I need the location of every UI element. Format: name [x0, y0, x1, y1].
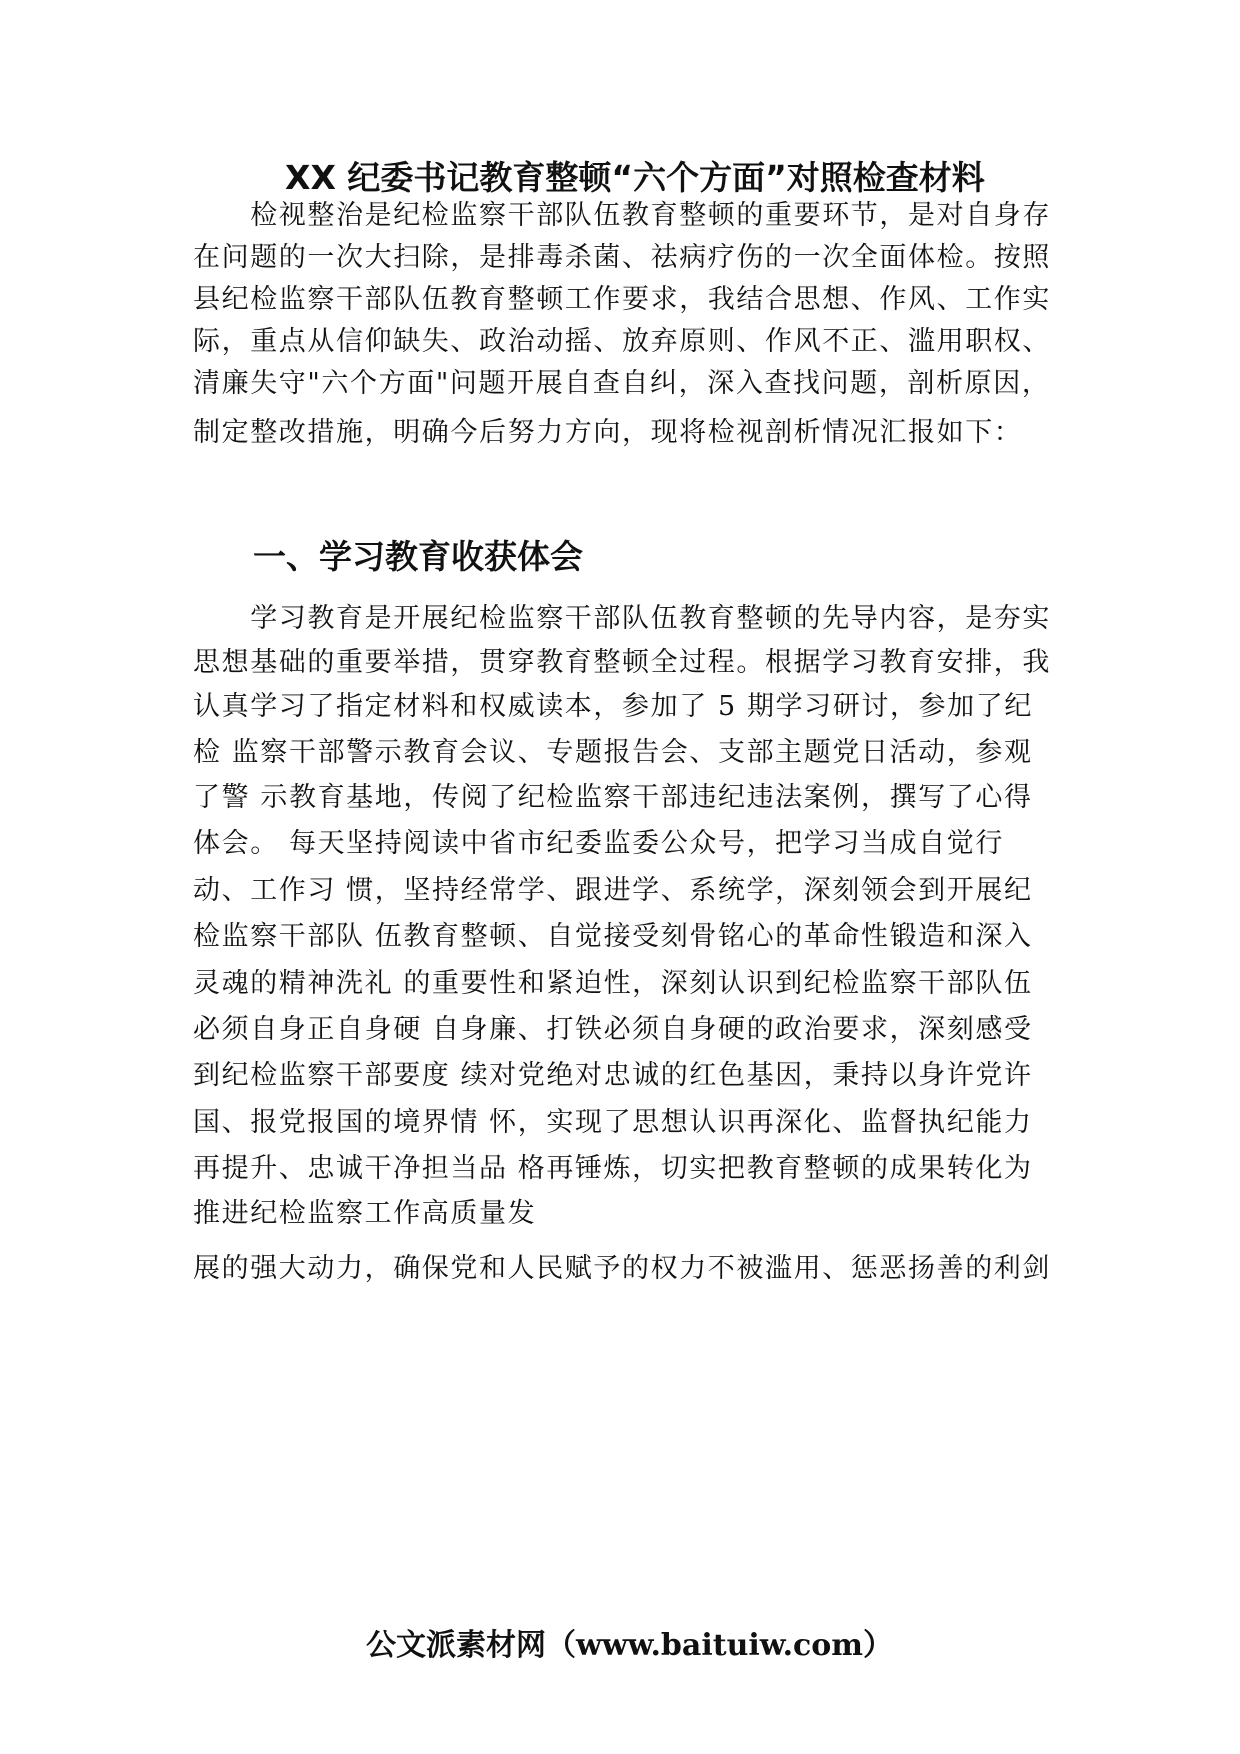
text-line: 动、工作习 惯，坚持经常学、跟进学、系统学，深刻领会到开展纪 — [193, 875, 1033, 906]
text-line: 国、报党报国的境界情 怀，实现了思想认识再深化、监督执纪能力 — [193, 1107, 1033, 1138]
text-line: 体会。 每天坚持阅读中省市纪委监委公众号，把学习当成自觉行 — [193, 828, 1004, 859]
text-line: 再提升、忠诚干净担当品 格再锤炼，切实把教育整顿的成果转化为 — [193, 1153, 1033, 1184]
text-line: 展的强大动力，确保党和人民赋予的权力不被滥用、惩恶扬善的利剑 — [193, 1253, 1051, 1284]
text-line: 在问题的一次大扫除，是排毒杀菌、祛病疗伤的一次全面体检。按照 — [193, 242, 1051, 273]
document-title: XX 纪委书记教育整顿“六个方面”对照检查材料 — [285, 158, 985, 197]
text-line: 制定整改措施，明确今后努力方向，现将检视剖析情况汇报如下： — [193, 417, 1023, 448]
text-line: 县纪检监察干部队伍教育整顿工作要求，我结合思想、作风、工作实 — [193, 284, 1051, 315]
text-line: 必须自身正自身硬 自身廉、打铁必须自身硬的政治要求，深刻感受 — [193, 1014, 1033, 1045]
text-line: 检视整治是纪检监察干部队伍教育整顿的重要环节，是对自身存 — [193, 200, 1051, 231]
text-line: 到纪检监察干部要度 续对党绝对忠诚的红色基因，秉持以身许党许 — [193, 1060, 1033, 1091]
footer-watermark: 公文派素材网（www.baituiw.com） — [366, 1628, 894, 1663]
text-line: 检 监察干部警示教育会议、专题报告会、支部主题党日活动，参观 — [193, 737, 1033, 768]
text-line: 思想基础的重要举措，贯穿教育整顿全过程。根据学习教育安排，我 — [193, 647, 1051, 678]
text-line: 灵魂的精神洗礼 的重要性和紧迫性，深刻认识到纪检监察干部队伍 — [193, 968, 1033, 999]
text-line: 清廉失守"六个方面"问题开展自查自纠，深入查找问题，剖析原因， — [193, 368, 1051, 399]
text-line: 了警 示教育基地，传阅了纪检监察干部违纪违法案例，撰写了心得 — [193, 782, 1033, 813]
text-line: 认真学习了指定材料和权威读本，参加了 5 期学习研讨，参加了纪 — [193, 691, 1033, 722]
section-heading: 一、学习教育收获体会 — [253, 537, 583, 576]
text-line: 学习教育是开展纪检监察干部队伍教育整顿的先导内容，是夯实 — [193, 603, 1051, 634]
text-line: 检监察干部队 伍教育整顿、自觉接受刻骨铭心的革命性锻造和深入 — [193, 921, 1033, 952]
text-line: 际，重点从信仰缺失、政治动摇、放弃原则、作风不正、滥用职权、 — [193, 326, 1051, 357]
text-line: 推进纪检监察工作高质量发 — [193, 1198, 537, 1229]
